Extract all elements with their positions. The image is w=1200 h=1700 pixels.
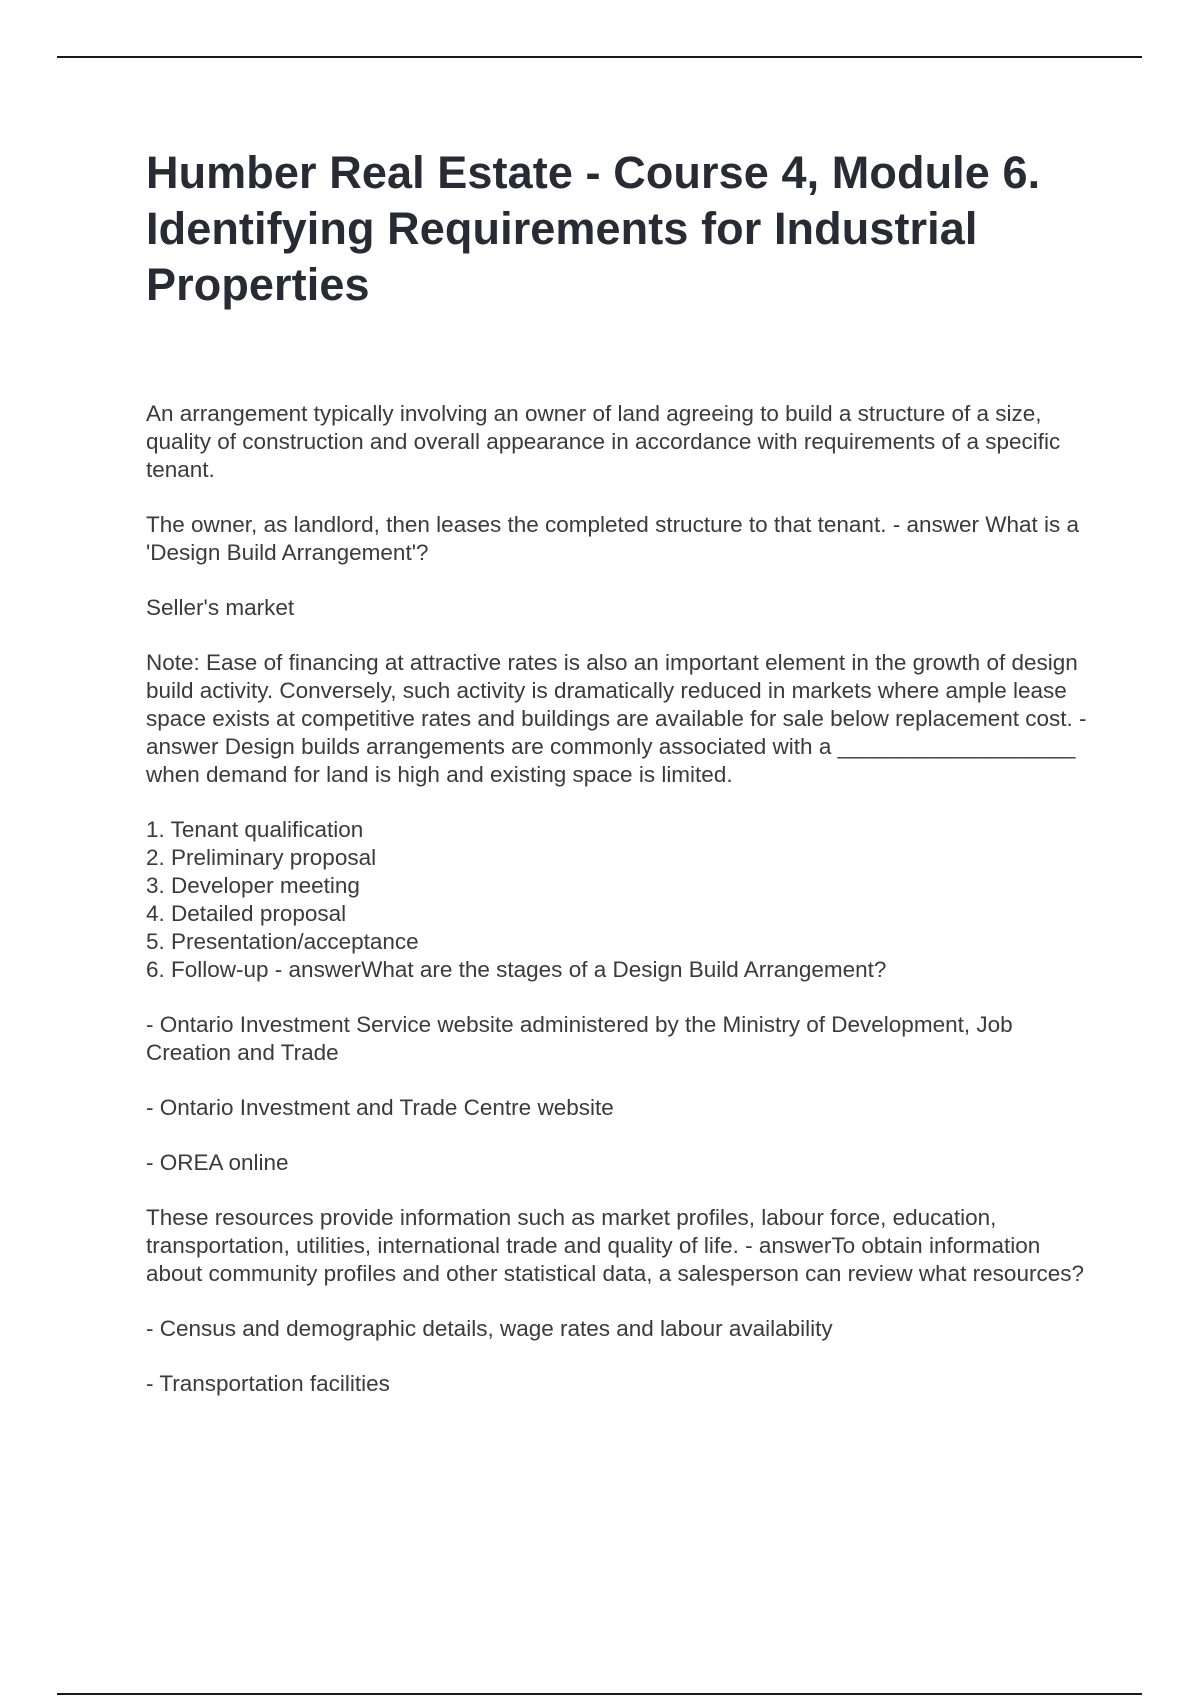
top-divider: [57, 56, 1142, 58]
paragraph-resources-answer: These resources provide information such as market profiles, labour force, education, transportation, utilities, international trade and quality of life. - answerTo obtain information about community profiles and other statistical data, a salesperson can review what resources?: [146, 1205, 1084, 1286]
bottom-divider: [57, 1693, 1142, 1695]
paragraph-census-details: - Census and demographic details, wage rates and labour availability: [146, 1316, 833, 1341]
document-title: Humber Real Estate - Course 4, Module 6. Identifying Requirements for Industrial Properties: [146, 147, 1041, 310]
paragraph-resource-3: - OREA online: [146, 1150, 289, 1175]
paragraph-resource-2: - Ontario Investment and Trade Centre website: [146, 1095, 614, 1120]
document-body: [146, 400, 1096, 1398]
paragraph-design-build-answer: The owner, as landlord, then leases the completed structure to that tenant. - answer What is a 'Design Build Arrangement'?: [146, 512, 1080, 565]
paragraph-financing-note: Note: Ease of financing at attractive rates is also an important element in the growth of design build activity. Conversely, such activity is dramatically reduced in markets where ample lease space exists at competitive rates and buildings are available for sale below replacement cost. - answer Design builds arrangements are commonly associated with a ___________________ when demand for land is high and existing space is limited.: [146, 650, 1087, 787]
paragraph-transportation: - Transportation facilities: [146, 1371, 390, 1396]
document-content: [146, 145, 1096, 1425]
paragraph-resource-1: - Ontario Investment Service website administered by the Ministry of Development, Job Creation and Trade: [146, 1012, 1013, 1065]
paragraph-sellers-market: Seller's market: [146, 595, 295, 620]
paragraph-design-build-definition: An arrangement typically involving an owner of land agreeing to build a structure of a size, quality of construction and overall appearance in accordance with requirements of a specific tenant.: [146, 401, 1061, 482]
paragraph-stages-list: 1. Tenant qualification 2. Preliminary proposal 3. Developer meeting 4. Detailed proposal 5. Presentation/acceptance 6. Follow-up - answerWhat are the stages of a Design Build Arrangement?: [146, 817, 887, 982]
